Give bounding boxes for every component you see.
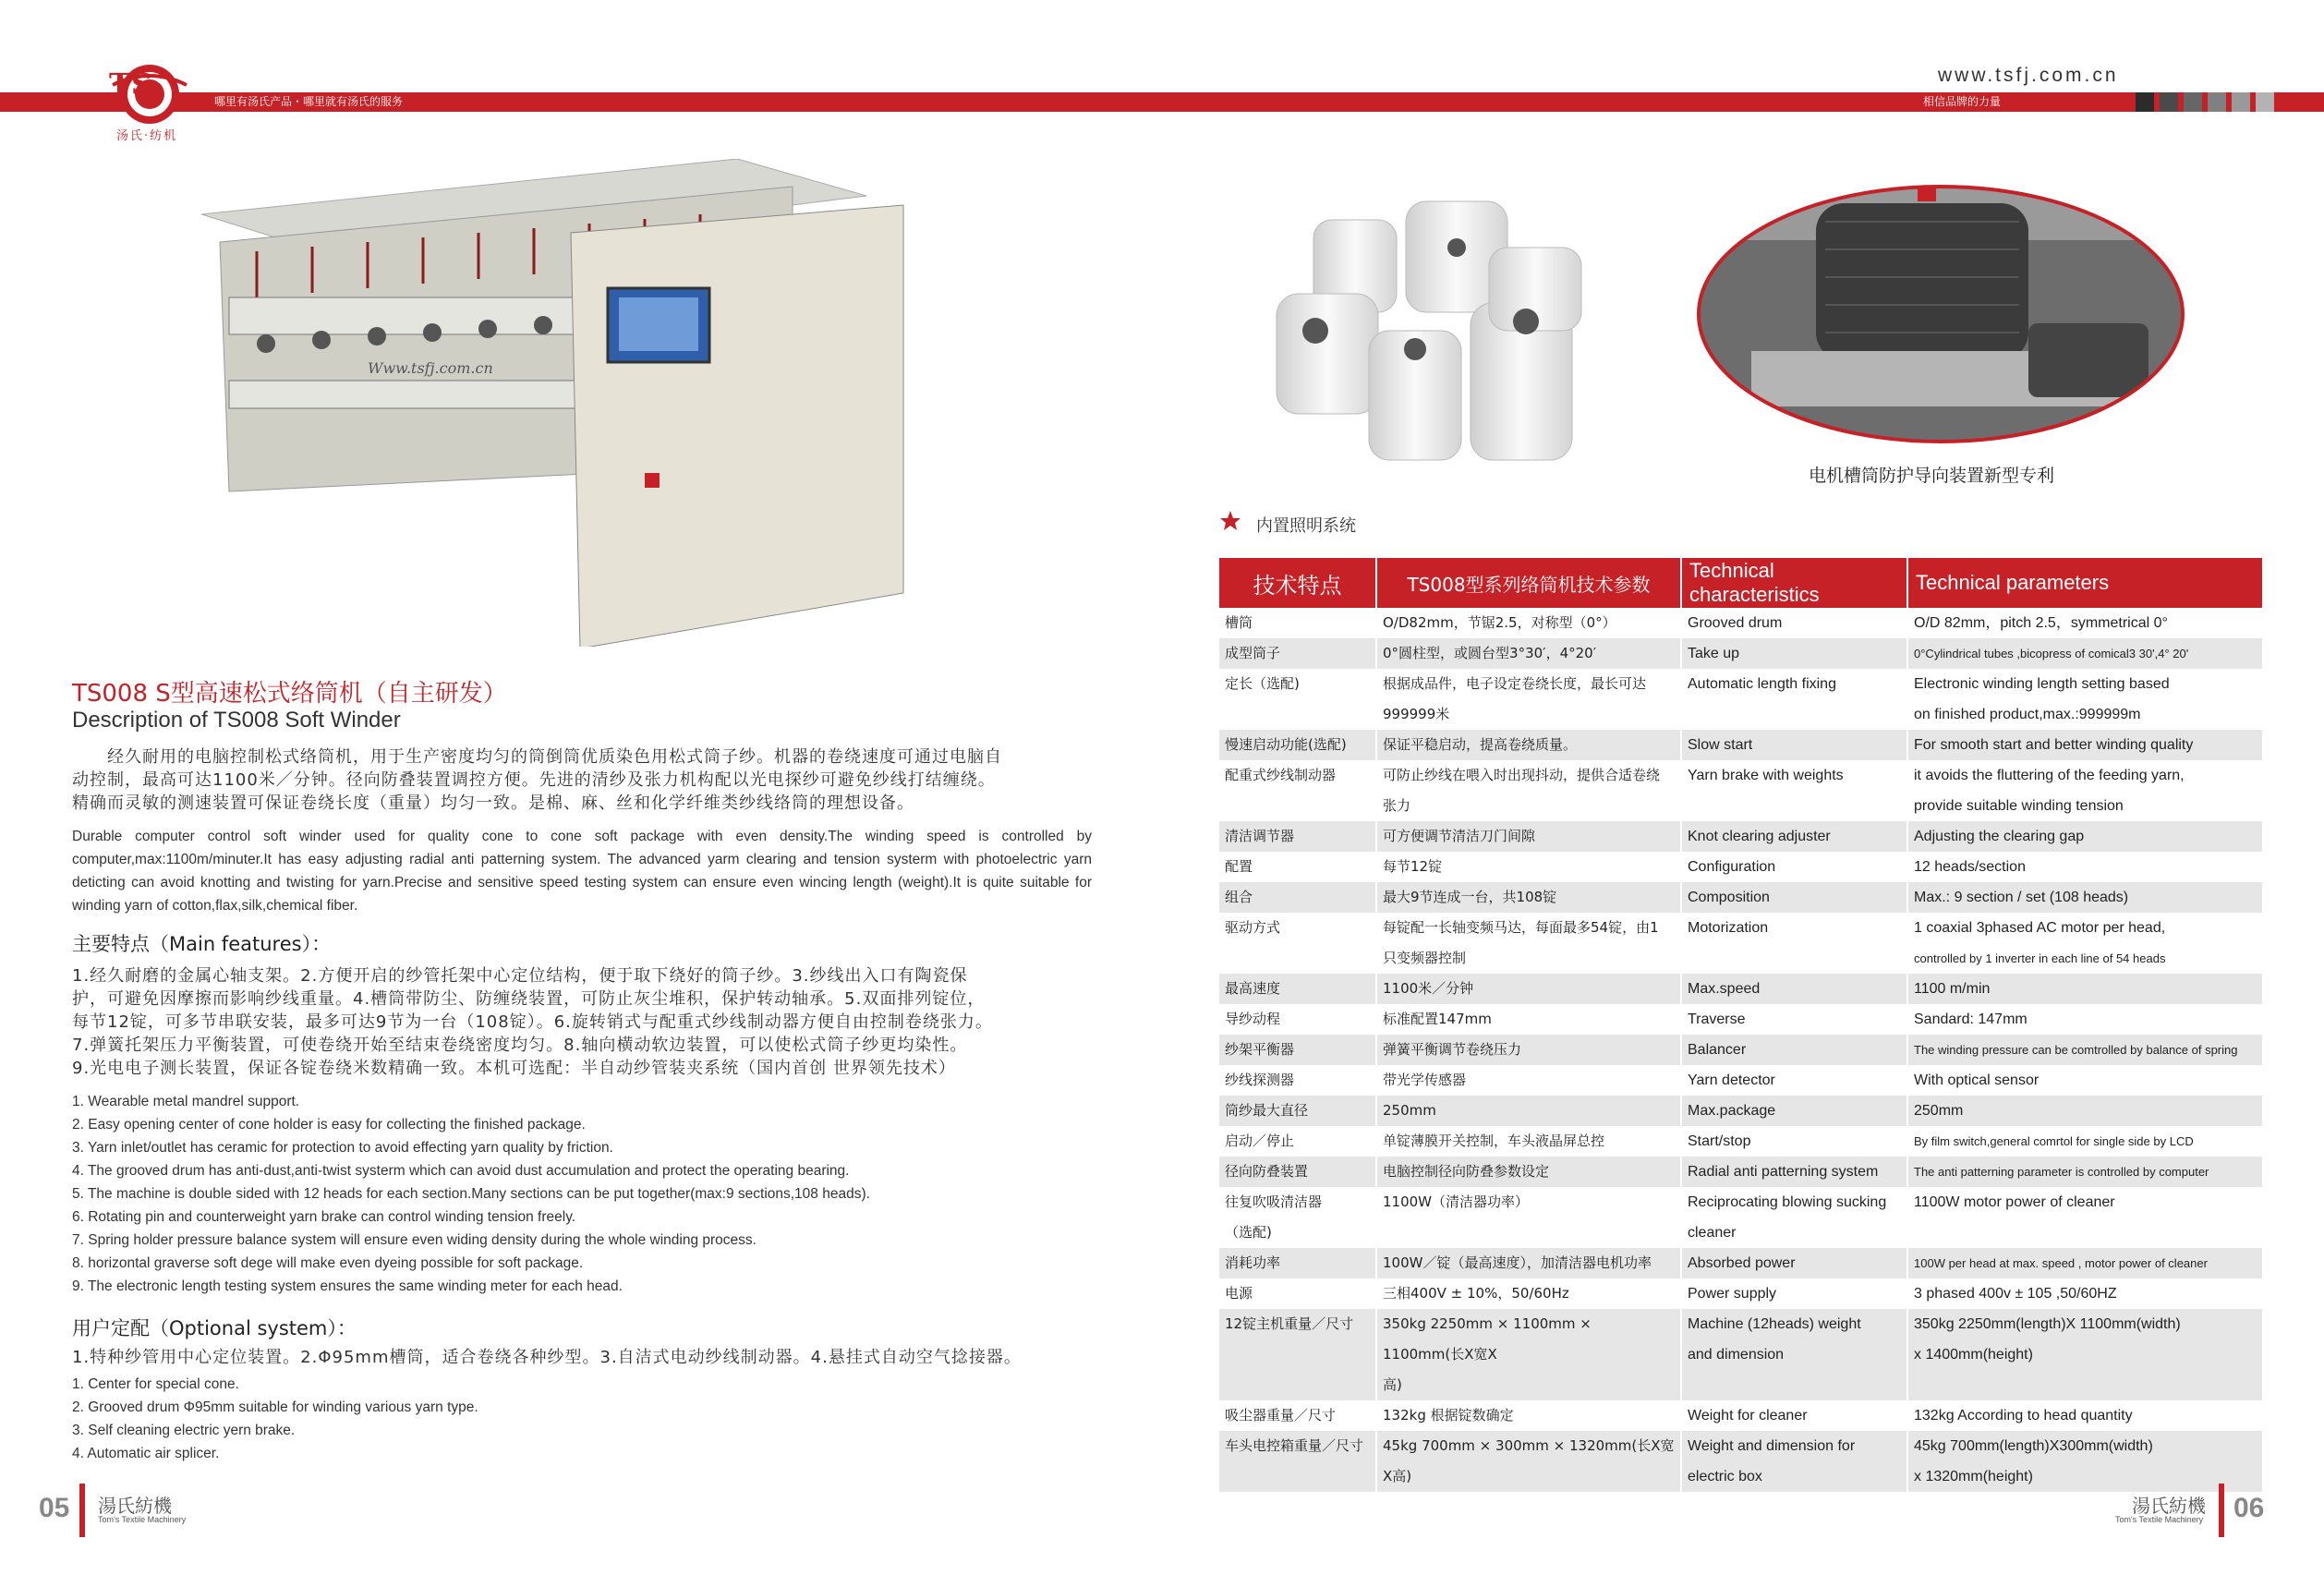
product-title-cn: TS008 S型高速松式络筒机（自主研发） — [72, 680, 507, 708]
cell-line: Slow start — [1688, 737, 1753, 753]
list-item: 5. The machine is double sided with 12 heads for each section.Many sections can be put together(max:9 sections,108 heads). — [72, 1186, 870, 1202]
table-cell — [1681, 913, 1907, 974]
cell-line: Max.package — [1688, 1103, 1776, 1119]
table-cell — [1681, 821, 1907, 852]
cell-line: 筒纱最大直径 — [1225, 1102, 1309, 1119]
cell-line: 张力 — [1383, 797, 1411, 814]
cell-line: Power supply — [1688, 1286, 1777, 1302]
cell-line: Radial anti patterning system — [1688, 1164, 1879, 1180]
table-cell — [1219, 1400, 1376, 1431]
table-cell — [1907, 1157, 2263, 1187]
cell-line: x 1400mm(height) — [1914, 1347, 2033, 1363]
cell-line: 消耗功率 — [1225, 1254, 1281, 1271]
table-row — [1219, 1431, 2263, 1492]
table-cell — [1681, 1126, 1907, 1157]
table-cell — [1907, 1248, 2263, 1278]
header-slogan-right: 相信品牌的力量 — [1923, 95, 2002, 108]
features-en-list — [72, 1090, 870, 1298]
table-cell — [1219, 1004, 1376, 1035]
cell-line: 三相400V ± 10%，50/60Hz — [1383, 1285, 1569, 1302]
cell-line: By film switch,general comrtol for single side by LCD — [1914, 1134, 2194, 1148]
header-square — [2280, 92, 2298, 112]
table-row — [1219, 1157, 2263, 1187]
table-cell — [1376, 1248, 1681, 1278]
table-cell — [1681, 638, 1907, 669]
table-cell — [1219, 760, 1376, 821]
features-cn-line-3: 每节12锭，可多节串联安装，最多可达9节为一台（108锭）。6.旋转销式与配重式纱线制动器方便自由控制卷绕张力。 — [72, 1012, 993, 1032]
list-item: 1. Center for special cone. — [72, 1376, 239, 1392]
table-cell — [1376, 821, 1681, 852]
cell-line: Adjusting the clearing gap — [1914, 829, 2085, 844]
table-cell — [1376, 1278, 1681, 1309]
winder-machine-photo — [201, 159, 927, 647]
table-cell — [1219, 852, 1376, 882]
list-item: 3. Yarn inlet/outlet has ceramic for protection to avoid effecting yarn quality by friction. — [72, 1140, 613, 1156]
table-cell — [1376, 669, 1681, 730]
table-cell — [1681, 1278, 1907, 1309]
cell-line: 可方便调节清洁刀门间隙 — [1383, 828, 1536, 844]
table-cell — [1376, 760, 1681, 821]
table-cell — [1681, 1431, 1907, 1492]
drum-caption: 电机槽筒防护导向装置新型专利 — [1809, 466, 2055, 486]
cell-line: Balancer — [1688, 1042, 1747, 1058]
cell-line: 电源 — [1225, 1285, 1253, 1302]
optional-cn: 1.特种纱管用中心定位装置。2.Φ95mm槽筒，适合卷绕各种纱型。3.自洁式电动纱线制动器。4.悬挂式自动空气捻接器。 — [72, 1348, 1022, 1367]
list-item: 8. horizontal graverse soft dege will make even dyeing possible for soft package. — [72, 1255, 584, 1271]
svg-text:Www.tsfj.com.cn: Www.tsfj.com.cn — [368, 359, 493, 377]
table-cell — [1219, 1278, 1376, 1309]
cell-line: Composition — [1688, 890, 1770, 905]
table-row — [1219, 852, 2263, 882]
cell-line: Weight for cleaner — [1688, 1408, 1808, 1423]
table-cell — [1376, 1187, 1681, 1248]
list-item: 6. Rotating pin and counterweight yarn brake can control winding tension freely. — [72, 1209, 576, 1225]
cell-line: 最大9节连成一台，共108锭 — [1383, 889, 1557, 905]
table-cell — [1219, 638, 1376, 669]
spec-table — [1219, 558, 2264, 1492]
header-slogan-left: 哪里有汤氏产品・哪里就有汤氏的服务 — [214, 95, 404, 108]
list-item: 9. The electronic length testing system ensures the same winding meter for each head. — [72, 1278, 623, 1294]
cell-line: Grooved drum — [1688, 615, 1783, 631]
page-number-left: 05 — [39, 1493, 70, 1523]
table-row — [1219, 1004, 2263, 1035]
table-row — [1219, 1248, 2263, 1278]
lighting-caption: 内置照明系统 — [1256, 516, 1356, 536]
cell-line: 弹簧平衡调节卷绕压力 — [1383, 1041, 1522, 1058]
table-cell — [1219, 974, 1376, 1004]
table-cell — [1219, 1126, 1376, 1157]
col-header-params-cn: TS008型系列络筒机技术参数 — [1376, 558, 1681, 608]
table-cell — [1907, 1065, 2263, 1096]
table-cell — [1907, 821, 2263, 852]
col-header-params-en: Technical parameters — [1907, 558, 2263, 608]
cell-line: electric box — [1688, 1469, 1762, 1484]
table-cell — [1681, 1004, 1907, 1035]
brand-name-right: 湯氏紡機 — [2132, 1495, 2206, 1517]
table-cell — [1376, 1065, 1681, 1096]
table-cell — [1219, 882, 1376, 913]
table-cell — [1681, 760, 1907, 821]
cell-line: The winding pressure can be comtrolled by balance of spring — [1914, 1043, 2238, 1057]
drum-protection-photo — [1696, 185, 2185, 443]
page-marker-left — [79, 1484, 85, 1537]
cell-line: Traverse — [1688, 1012, 1746, 1027]
table-cell — [1681, 669, 1907, 730]
cell-line: 45kg 700mm(length)X300mm(width) — [1914, 1438, 2153, 1454]
optional-en-list — [72, 1373, 478, 1465]
table-cell — [1681, 852, 1907, 882]
cell-line: 槽筒 — [1225, 614, 1253, 631]
header-square — [2136, 92, 2154, 112]
table-cell — [1681, 1309, 1907, 1400]
cell-line: 保证平稳启动，提高卷绕质量。 — [1383, 736, 1578, 753]
cell-line: 100W／锭（最高速度），加清洁器电机功率 — [1383, 1254, 1652, 1271]
page-marker-right — [2219, 1484, 2224, 1537]
table-cell — [1219, 1431, 1376, 1492]
table-cell — [1907, 669, 2263, 730]
table-row — [1219, 1278, 2263, 1309]
table-cell — [1907, 638, 2263, 669]
header-square — [2160, 92, 2178, 112]
table-cell — [1907, 1431, 2263, 1492]
list-item: 4. The grooved drum has anti-dust,anti-twist systerm which can avoid dust accumulation and protect the operating bearing. — [72, 1163, 850, 1179]
table-cell — [1376, 882, 1681, 913]
header-square — [2256, 92, 2274, 112]
table-cell — [1907, 1096, 2263, 1126]
cell-line: 只变频器控制 — [1383, 950, 1467, 966]
table-cell — [1681, 1096, 1907, 1126]
cell-line: 350kg 2250mm × 1100mm × 1100mm(长X宽X — [1383, 1315, 1592, 1363]
cell-line: 可防止纱线在喂入时出现抖动，提供合适卷绕 — [1383, 767, 1661, 783]
list-item: 2. Easy opening center of cone holder is easy for collecting the finished package. — [72, 1117, 586, 1133]
cell-line: 带光学传感器 — [1383, 1072, 1467, 1088]
cell-line: 慢速启动功能(选配) — [1225, 736, 1347, 753]
table-row — [1219, 882, 2263, 913]
cell-line: controlled by 1 inverter in each line of 54 heads — [1914, 951, 2166, 965]
cell-line: 每锭配一长轴变频马达，每面最多54锭，由1 — [1383, 919, 1659, 936]
table-cell — [1219, 1309, 1376, 1400]
cell-line: 250mm — [1914, 1103, 1964, 1119]
cell-line: 999999米 — [1383, 706, 1450, 722]
cell-line: 根据成品件，电子设定卷绕长度，最长可达 — [1383, 675, 1647, 692]
table-cell — [1376, 608, 1681, 638]
features-cn-line-1: 1.经久耐磨的金属心轴支架。2.方便开启的纱管托架中心定位结构，便于取下绕好的筒子纱。3.纱线出入口有陶瓷保 — [72, 966, 968, 986]
table-row — [1219, 1400, 2263, 1431]
cell-line: 45kg 700mm × 300mm × 1320mm(长X宽X高) — [1383, 1437, 1675, 1484]
cell-line: 132kg 根据锭数确定 — [1383, 1407, 1514, 1423]
table-cell — [1219, 1096, 1376, 1126]
description-en: Durable computer control soft winder used for quality cone to cone soft package with even density.The winding speed is controlled by computer,max:1100m/minuter.It has easy adjusting radial anti patterning system. The advanced yarm clearing and tension systerm with photoelectric yarn deticting can avoid knotting and twisting for yarn.Precise and sensitive speed testing system can ensure even wincing length (weight).It is quite suitable for winding yarn of cotton,flax,silk,chemical fiber. — [72, 829, 1092, 914]
cell-line: 导纱动程 — [1225, 1011, 1281, 1027]
cell-line: 1 coaxial 3phased AC motor per head, — [1914, 920, 2166, 936]
cell-line: 350kg 2250mm(length)X 1100mm(width) — [1914, 1316, 2181, 1332]
table-cell — [1681, 1248, 1907, 1278]
cell-line: 电脑控制径向防叠参数设定 — [1383, 1163, 1550, 1180]
table-cell — [1376, 1126, 1681, 1157]
cell-line: Take up — [1688, 646, 1740, 661]
features-cn-line-2: 护，可避免因摩擦而影响纱线重量。4.槽筒带防尘、防缠绕装置，可防止灰尘堆积，保护转动轴承。5.双面排列锭位， — [72, 989, 986, 1009]
list-item: 4. Automatic air splicer. — [72, 1446, 220, 1461]
cell-line: 12 heads/section — [1914, 859, 2026, 875]
table-cell — [1907, 1004, 2263, 1035]
cell-line: Weight and dimension for — [1688, 1438, 1856, 1454]
cell-line: Yarn brake with weights — [1688, 768, 1844, 783]
features-cn-line-4: 7.弹簧托架压力平衡装置，可使卷绕开始至结束卷绕密度均匀。8.轴向横动软边装置，可以使松式筒子纱更均染性。 — [72, 1036, 968, 1055]
cell-line: Knot clearing adjuster — [1688, 829, 1831, 844]
cell-line: 定长（选配) — [1225, 675, 1300, 692]
cell-line: 标准配置147mm — [1383, 1011, 1492, 1027]
cell-line: 配置 — [1225, 858, 1253, 875]
table-cell — [1219, 1248, 1376, 1278]
cell-line: cleaner — [1688, 1225, 1737, 1241]
table-cell — [1376, 1309, 1681, 1400]
cell-line: 1100 m/min — [1914, 981, 1991, 997]
optional-title: 用户定配（Optional system）： — [72, 1317, 357, 1339]
table-row — [1219, 608, 2263, 638]
header-square — [2184, 92, 2202, 112]
table-cell — [1219, 1187, 1376, 1248]
cell-line: 启动／停止 — [1225, 1133, 1295, 1149]
table-cell — [1219, 913, 1376, 974]
table-row — [1219, 638, 2263, 669]
cell-line: Machine (12heads) weight — [1688, 1316, 1861, 1332]
table-cell — [1376, 852, 1681, 882]
col-header-features-cn: 技术特点 — [1219, 558, 1376, 608]
product-title-en: Description of TS008 Soft Winder — [72, 708, 401, 733]
table-row — [1219, 1187, 2263, 1248]
cell-line: 高) — [1383, 1376, 1402, 1393]
table-cell — [1907, 974, 2263, 1004]
cell-line: 车头电控箱重量／尺寸 — [1225, 1437, 1364, 1454]
table-cell — [1681, 1065, 1907, 1096]
cell-line: provide suitable winding tension — [1914, 798, 2124, 814]
table-cell — [1219, 669, 1376, 730]
cell-line: 每节12锭 — [1383, 858, 1443, 875]
cell-line: 组合 — [1225, 889, 1253, 905]
cell-line: Max.speed — [1688, 981, 1761, 997]
cell-line: O/D82mm，节锯2.5，对称型（0°） — [1383, 614, 1616, 631]
table-cell — [1376, 730, 1681, 760]
table-row — [1219, 1035, 2263, 1065]
table-cell — [1907, 852, 2263, 882]
features-cn-line-5: 9.光电电子测长装置，保证各锭卷绕米数精确一致。本机可选配：半自动纱管装夹系统（国内首创 世界领先技术） — [72, 1059, 956, 1078]
list-item: 7. Spring holder pressure balance system will ensure even widing density during the whole winding process. — [72, 1232, 757, 1248]
table-cell — [1219, 730, 1376, 760]
table-row — [1219, 669, 2263, 730]
list-item: 3. Self cleaning electric yern brake. — [72, 1423, 296, 1438]
cell-line: Start/stop — [1688, 1133, 1751, 1149]
table-cell — [1681, 1157, 1907, 1187]
cell-line: 驱动方式 — [1225, 919, 1281, 936]
table-cell — [1376, 913, 1681, 974]
table-cell — [1376, 638, 1681, 669]
table-cell — [1219, 821, 1376, 852]
cell-line: 100W per head at max. speed , motor power of cleaner — [1914, 1256, 2208, 1270]
cell-line: it avoids the fluttering of the feeding yarn, — [1914, 768, 2185, 783]
cell-line: Absorbed power — [1688, 1255, 1796, 1271]
table-row — [1219, 1126, 2263, 1157]
cell-line: 1100W（清洁器功率） — [1383, 1193, 1530, 1210]
table-cell — [1681, 730, 1907, 760]
table-cell — [1219, 1035, 1376, 1065]
cell-line: 配重式纱线制动器 — [1225, 767, 1337, 783]
cell-line: and dimension — [1688, 1347, 1785, 1363]
cell-line: 纱线探测器 — [1225, 1072, 1295, 1088]
table-cell — [1376, 1035, 1681, 1065]
table-cell — [1219, 1157, 1376, 1187]
cell-line: （选配) — [1225, 1224, 1272, 1241]
cell-line: 0°圆柱型，或圆台型3°30′，4°20′ — [1383, 645, 1597, 661]
cell-line: 1100米／分钟 — [1383, 980, 1474, 997]
cell-line: 纱架平衡器 — [1225, 1041, 1295, 1058]
table-cell — [1219, 608, 1376, 638]
yarn-cones-photo — [1267, 192, 1611, 479]
cell-line: 12锭主机重量／尺寸 — [1225, 1315, 1354, 1332]
cell-line: 1100W motor power of cleaner — [1914, 1194, 2115, 1210]
table-cell — [1376, 1004, 1681, 1035]
table-row — [1219, 1065, 2263, 1096]
cell-line: Max.: 9 section / set (108 heads) — [1914, 890, 2129, 905]
brand-name-left: 湯氏紡機 — [98, 1495, 172, 1517]
table-cell — [1376, 974, 1681, 1004]
cell-line: With optical sensor — [1914, 1072, 2040, 1088]
logo-subtitle: 汤氏·纺机 — [116, 129, 178, 143]
brand-name-en-right: Tom's Textile Machinery — [2115, 1515, 2204, 1524]
table-row — [1219, 730, 2263, 760]
table-cell — [1907, 1278, 2263, 1309]
list-item: 1. Wearable metal mandrel support. — [72, 1094, 300, 1109]
cell-line: x 1320mm(height) — [1914, 1469, 2033, 1484]
col-header-features-en: Technical characteristics — [1681, 558, 1907, 608]
page-number-right: 06 — [2233, 1493, 2265, 1523]
cell-line: 清洁调节器 — [1225, 828, 1295, 844]
description-cn-line-3: 精确而灵敏的测速装置可保证卷绕长度（重量）均匀一致。是棉、麻、丝和化学纤维类纱线络筒的理想设备。 — [72, 794, 914, 813]
table-cell — [1681, 1035, 1907, 1065]
cell-line: 吸尘器重量／尺寸 — [1225, 1407, 1337, 1423]
table-cell — [1681, 608, 1907, 638]
cell-line: on finished product,max.:999999m — [1914, 707, 2141, 722]
table-row — [1219, 1309, 2263, 1400]
table-cell — [1907, 760, 2263, 821]
list-item: 2. Grooved drum Φ95mm suitable for winding various yarn type. — [72, 1399, 478, 1415]
table-cell — [1907, 1309, 2263, 1400]
table-cell — [1907, 913, 2263, 974]
cell-line: 单锭薄膜开关控制，车头液晶屏总控 — [1383, 1133, 1605, 1149]
brand-name-en-left: Tom's Textile Machinery — [98, 1515, 187, 1524]
table-cell — [1376, 1096, 1681, 1126]
cell-line: Automatic length fixing — [1688, 676, 1836, 692]
cell-line: 3 phased 400v ± 105 ,50/60HZ — [1914, 1286, 2117, 1302]
cell-line: Yarn detector — [1688, 1072, 1775, 1088]
table-row — [1219, 913, 2263, 974]
table-row — [1219, 821, 2263, 852]
table-cell — [1681, 1187, 1907, 1248]
star-icon — [1219, 510, 1241, 532]
table-row — [1219, 974, 2263, 1004]
cell-line: 最高速度 — [1225, 980, 1281, 997]
cell-line: Electronic winding length setting based — [1914, 676, 2170, 692]
table-cell — [1907, 1035, 2263, 1065]
table-cell — [1907, 730, 2263, 760]
cell-line: The anti patterning parameter is controlled by computer — [1914, 1165, 2209, 1179]
cell-line: Configuration — [1688, 859, 1776, 875]
table-cell — [1219, 1065, 1376, 1096]
table-cell — [1907, 1126, 2263, 1157]
table-cell — [1681, 974, 1907, 1004]
cell-line: O/D 82mm，pitch 2.5，symmetrical 0° — [1914, 615, 2168, 631]
cell-line: 132kg According to head quantity — [1914, 1408, 2133, 1423]
table-cell — [1907, 1400, 2263, 1431]
cell-line: 0°Cylindrical tubes ,bicopress of comical3 30',4° 20' — [1914, 647, 2189, 660]
features-title: 主要特点（Main features）： — [72, 933, 332, 955]
cell-line: Reciprocating blowing sucking — [1688, 1194, 1887, 1210]
header-square — [2232, 92, 2250, 112]
cell-line: 往复吹吸清洁器 — [1225, 1193, 1323, 1210]
svg-text:TS: TS — [109, 67, 152, 102]
table-cell — [1681, 1400, 1907, 1431]
table-cell — [1907, 608, 2263, 638]
table-cell — [1376, 1400, 1681, 1431]
cell-line: 250mm — [1383, 1102, 1436, 1119]
cell-line: 成型筒子 — [1225, 645, 1281, 661]
cell-line: Motorization — [1688, 920, 1769, 936]
table-row — [1219, 760, 2263, 821]
table-cell — [1907, 882, 2263, 913]
table-cell — [1376, 1431, 1681, 1492]
table-cell — [1681, 882, 1907, 913]
table-cell — [1907, 1187, 2263, 1248]
description-cn-line-1: 经久耐用的电脑控制松式络筒机，用于生产密度均匀的筒倒筒优质染色用松式筒子纱。机器的卷绕速度可通过电脑自 — [72, 747, 1002, 767]
table-row — [1219, 1096, 2263, 1126]
header-square — [2208, 92, 2226, 112]
website-url[interactable]: www.tsfj.com.cn — [1938, 65, 2119, 86]
table-cell — [1376, 1157, 1681, 1187]
cell-line: 径向防叠装置 — [1225, 1163, 1309, 1180]
cell-line: For smooth start and better winding quality — [1914, 737, 2194, 753]
description-cn-line-2: 动控制，最高可达1100米／分钟。径向防叠装置调控方便。先进的清纱及张力机构配以光电探纱可避免纱线打结缠绕。 — [72, 770, 996, 790]
cell-line: Sandard: 147mm — [1914, 1012, 2027, 1027]
table-header-row — [1219, 558, 2263, 608]
